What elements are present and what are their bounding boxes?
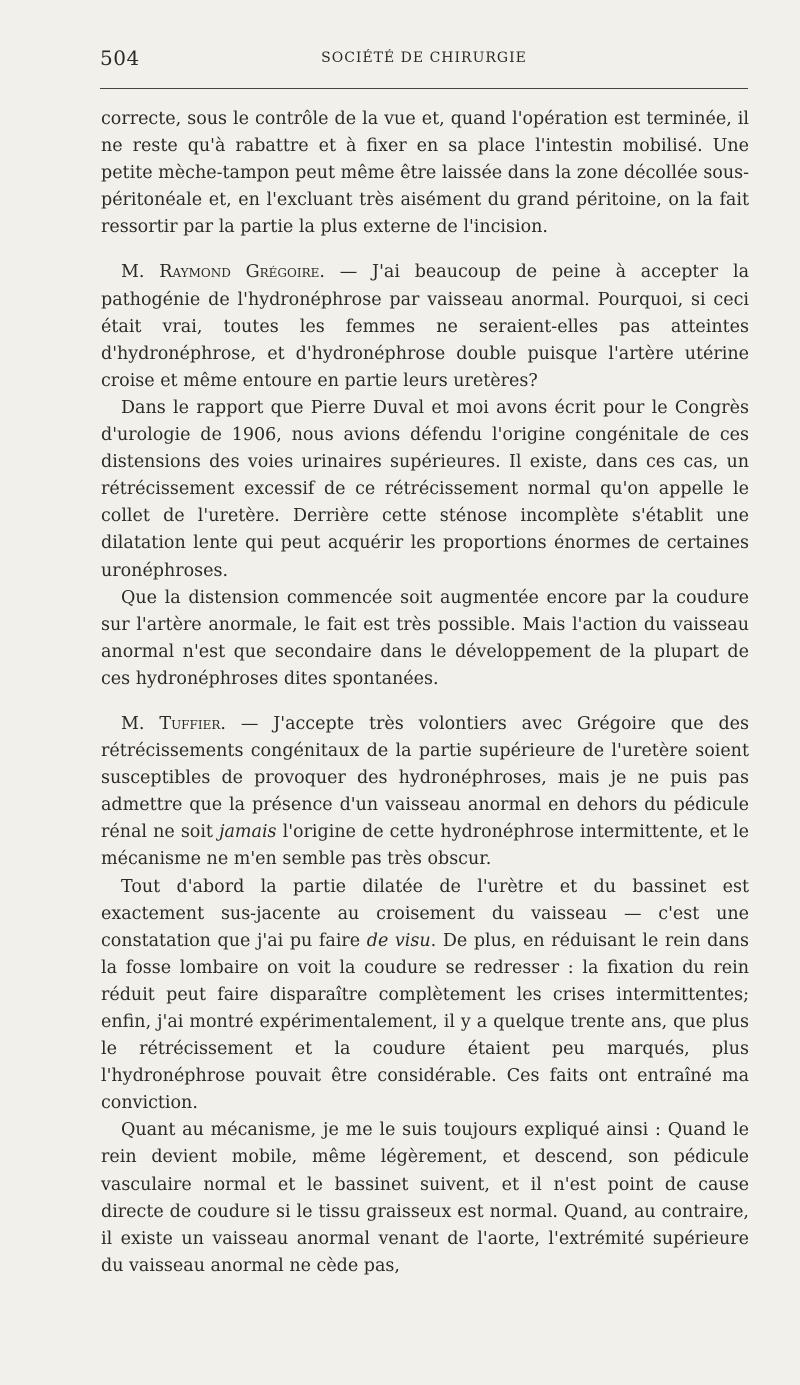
remark-text-before: — J'accepte très volontiers avec Grégoire que des rétrécissements congénitaux de la partie supérieure de l'uretère soient susceptibles de provoquer des hydronéphroses, mais je ne puis pas admettre que la présence d'un vaisseau anormal en dehors du pédicule rénal ne soit bbox=[101, 713, 749, 843]
speaker-name-tuffier: Tuffier. bbox=[159, 713, 226, 734]
paragraph-text-before: Tout d'abord la partie dilatée de l'urètre et du bassinet est exactement sus-jacente au croisement du vaisseau — c'est une constatation que j'ai pu faire bbox=[101, 876, 749, 951]
remark-text: — J'ai beaucoup de peine à accepter la pathogénie de l'hydronéphrose par vaisseau anormal. Pourquoi, si ceci était vrai, toutes les femmes ne seraient-elles pas atteintes d'hydronéphrose, et d'hydronéphrose double puisque l'artère utérine croise et même entoure en partie leurs uretères? bbox=[101, 262, 749, 391]
paragraph-gregoire-remark bbox=[101, 259, 749, 394]
header-rule bbox=[100, 88, 748, 89]
paragraph-distension: Que la distension commencée soit augmentée encore par la coudure sur l'artère anormale, le fait est très possible. Mais l'action du vaisseau anormal n'est que secondaire dans le développement de la plupart de ces hydronéphroses dites spontanées. bbox=[101, 587, 749, 689]
speaker-prefix: M. bbox=[121, 262, 160, 283]
paragraph-tuffier-remark bbox=[101, 711, 749, 874]
paragraph-tout-dabord bbox=[101, 874, 749, 1118]
paragraph-continuation: correcte, sous le contrôle de la vue et, quand l'opération est terminée, il ne reste qu'à rabattre et à fixer en sa place l'intestin mobilisé. Une petite mèche-tampon peut même être laissée dans la zone décollée sous-péritonéale et, en l'excluant très aisément du grand péritoine, on la fait ressortir par la partie la plus externe de l'incision. bbox=[101, 109, 749, 238]
speaker-prefix: M. bbox=[121, 713, 160, 734]
page-number: 504 bbox=[100, 46, 140, 70]
page-header bbox=[100, 44, 748, 74]
paragraph-gap bbox=[101, 693, 749, 711]
paragraph-text-after: . De plus, en réduisant le rein dans la fosse lombaire on voit la coudure se redresser : la fixation du rein réduit peut faire disparaître complètement les crises intermittentes; enfin, j'ai montré expérimentalement, il y a quelque trente ans, que plus le rétrécissement et la coudure étaient peu marqués, plus l'hydronéphrose pouvait être considérable. Ces faits ont entraîné ma conviction. bbox=[101, 930, 750, 1114]
body-text bbox=[101, 106, 749, 1280]
running-head: SOCIÉTÉ DE CHIRURGIE bbox=[321, 50, 527, 66]
remark-text-after: l'origine de cette hydronéphrose intermittente, et le mécanisme ne m'en semble pas très obscur. bbox=[101, 822, 750, 870]
paragraph-mecanisme: Quant au mécanisme, je me le suis toujours expliqué ainsi : Quand le rein devient mobile, même légèrement, et descend, son pédicule vasculaire normal et le bassinet suivent, et il n'est point de cause directe de coudure si le tissu graisseux est normal. Quand, au contraire, il existe un vaisseau anormal venant de l'aorte, l'extrémité supérieure du vaisseau anormal ne cède pas, bbox=[101, 1120, 749, 1276]
paragraph-rapport: Dans le rapport que Pierre Duval et moi avons écrit pour le Congrès d'urologie de 1906, nous avions défendu l'origine congénitale de ces distensions des voies urinaires supérieures. Il existe, dans ces cas, un rétrécissement excessif de ce rétrécissement normal qu'on appelle le collet de l'uretère. Derrière cette sténose incomplète s'établit une dilatation lente qui peut acquérir les proportions énormes de certaines uronéphroses. bbox=[101, 397, 749, 581]
speaker-name-gregoire: Raymond Grégoire. bbox=[159, 262, 325, 283]
paragraph-gap bbox=[101, 241, 749, 259]
italic-de-visu: de visu bbox=[366, 930, 431, 951]
italic-jamais: jamais bbox=[219, 822, 277, 843]
